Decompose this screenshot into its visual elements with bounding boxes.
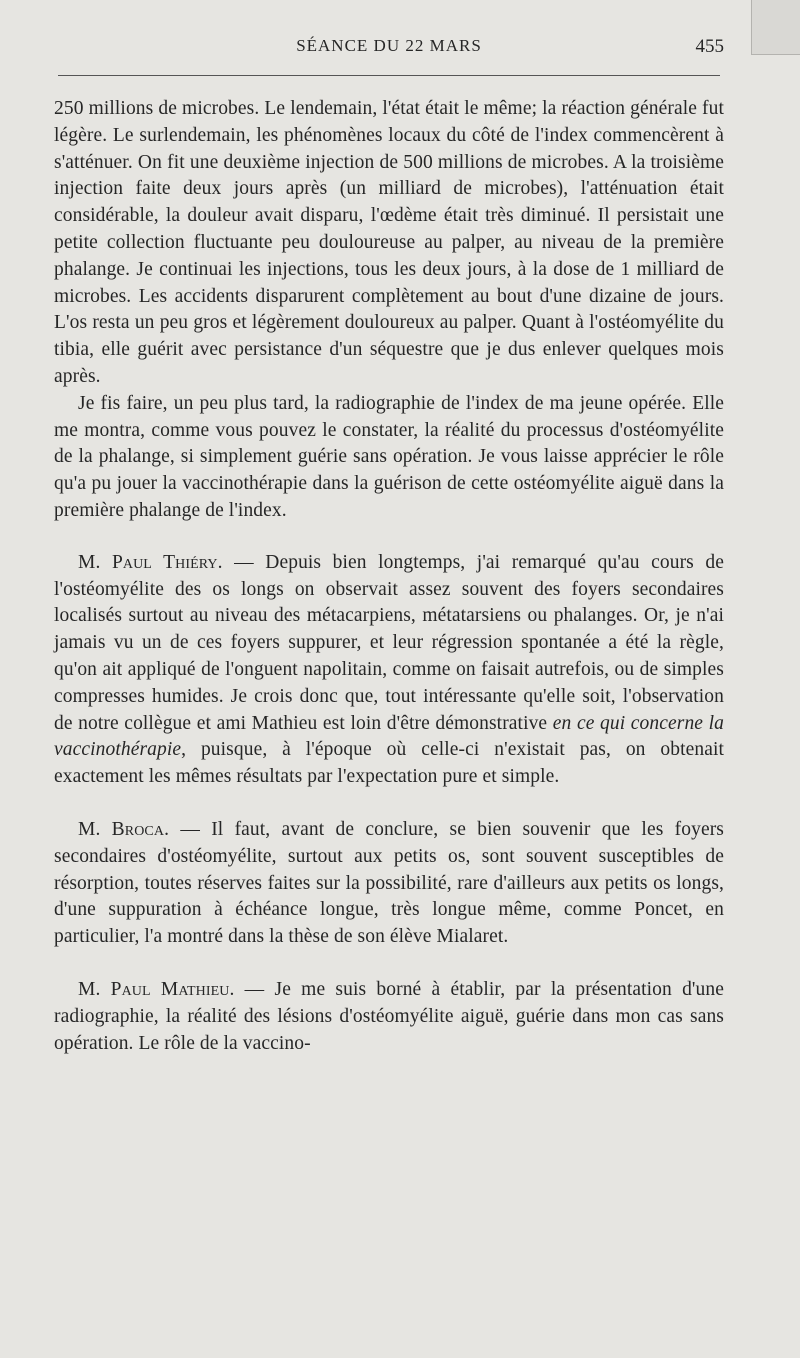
paragraph-thiery <box>54 550 724 791</box>
broca-text: — Il faut, avant de conclure, se bien souvenir que les foyers secondaires d'ostéomyélite, surtout aux petits os, sont souvent susceptibles de résorption, toutes réserves faites sur la possibilité, rare d'ailleurs aux petits os longs, d'une suppuration à échéance longue, très longue même, comme Poncet, en particulier, l'a montré dans la thèse de son élève Mialaret. <box>54 818 724 948</box>
header-rule <box>58 75 720 76</box>
body-text <box>54 96 724 1057</box>
speaker-broca: M. Broca. <box>78 818 170 840</box>
paragraph-broca <box>54 817 724 951</box>
mathieu-text: — Je me suis borné à établir, par la présentation d'une radiographie, la réalité des lésions d'ostéomyélite aiguë, guérie dans mon cas sans opération. Le rôle de la vaccino- <box>54 978 724 1054</box>
page-number: 455 <box>695 36 724 57</box>
speaker-mathieu: M. Paul Mathieu. <box>78 978 235 1000</box>
running-head-title: SÉANCE DU 22 MARS <box>296 36 482 55</box>
page-corner-fold <box>751 0 800 55</box>
paragraph-mathieu <box>54 977 724 1057</box>
running-head <box>54 34 724 62</box>
thiery-text-2: , puisque, à l'époque où celle-ci n'existait pas, on obtenait exactement les mêmes résultats par l'expectation pure et simple. <box>54 739 724 788</box>
paragraph-continuation: 250 millions de microbes. Le lendemain, l'état était le même; la réaction générale fut légère. Le surlendemain, les phénomènes locaux du côté de l'index commencèrent à s'atténuer. On fit une deuxième injection de 500 millions de microbes. A la troisième injection faite deux jours après (un milliard de microbes), l'atténuation était considérable, la douleur avait disparu, l'œdème était très diminué. Il persistait une petite collection fluctuante peu douloureuse au palper, au niveau de la première phalange. Je continuai les injections, tous les deux jours, à la dose de 1 milliard de microbes. Les accidents disparurent complètement au bout d'une dizaine de jours. L'os resta un peu gros et légèrement douloureux au palper. Quant à l'ostéomyélite du tibia, elle guérit avec persistance d'un séquestre que je dus enlever quelques mois après. <box>54 98 724 387</box>
speaker-thiery: M. Paul Thiéry. <box>78 551 223 573</box>
paragraph-radiography: Je fis faire, un peu plus tard, la radiographie de l'index de ma jeune opérée. Elle me montra, comme vous pouvez le constater, la réalité du processus d'ostéomyélite de la phalange, si simplement guérie sans opération. Je vous laisse apprécier le rôle qu'a pu jouer la vaccinothérapie dans la guérison de cette ostéomyélite aiguë dans la première phalange de l'index. <box>54 392 724 521</box>
thiery-text-1: — Depuis bien longtemps, j'ai remarqué qu'au cours de l'ostéomyélite des os longs on observait assez souvent des foyers secondaires localisés surtout au niveau des métacarpiens, métatarsiens ou phalanges. Or, je n'ai jamais vu un de ces foyers suppurer, et leur régression spontanée a été la règle, qu'on ait appliqué de l'onguent napolitain, comme on faisait autrefois, ou de simples compresses humides. Je crois donc que, tout intéressante qu'elle soit, l'observation de notre collègue et ami Mathieu est loin d'être démonstrative <box>54 551 724 734</box>
thiery-italic: en ce qui concerne la vaccinothérapie <box>54 712 724 761</box>
